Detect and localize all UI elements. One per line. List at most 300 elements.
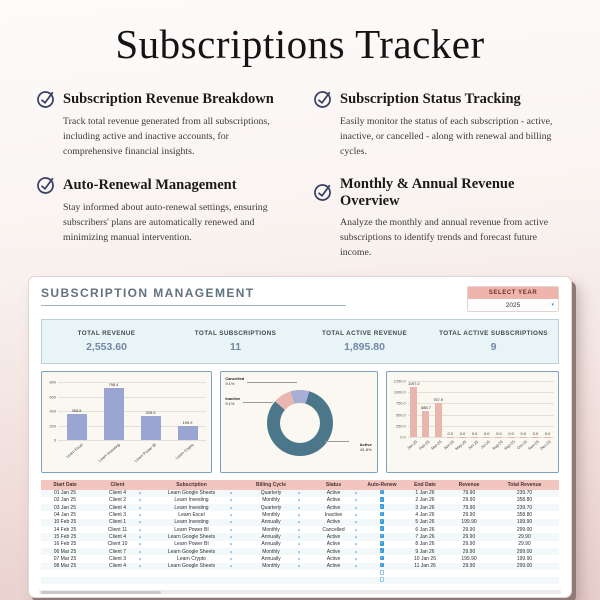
dropdown-caret-icon[interactable]: ▾ [138, 505, 141, 511]
table-row [41, 497, 559, 504]
cell-revenue: 79.90 [462, 504, 476, 511]
bar-value-label: 798.4 [108, 382, 119, 388]
cell-total-revenue: 358.80 [516, 497, 533, 504]
column-header-billing-cycle: Billing Cycle [255, 481, 286, 488]
bar-column [169, 382, 206, 461]
legend-cancelled [225, 376, 244, 386]
dropdown-caret-icon[interactable]: ▾ [297, 505, 300, 511]
bar-column [453, 381, 468, 452]
table-row [41, 577, 559, 584]
x-axis-label: Learn Power BI [133, 442, 158, 464]
feature-body: Track total revenue generated from all subscriptions, including active and inactive accounts, for comprehensive financial insights. [63, 116, 270, 158]
table-row [41, 555, 559, 562]
x-axis-label: Aug-25 [490, 439, 504, 451]
auto-renew-checkbox[interactable] [380, 497, 385, 502]
cell-start-date: 03 Jan 25 [54, 504, 76, 511]
auto-renew-checkbox[interactable] [380, 504, 385, 509]
bar[interactable] [141, 416, 161, 440]
bar-column [466, 381, 481, 451]
cell-start-date: 14 Feb 25 [53, 526, 77, 533]
cell-subscription[interactable]: Learn Google Sheets ▾ [167, 490, 232, 497]
auto-renew-checkbox[interactable] [380, 490, 385, 495]
auto-renew-checkbox[interactable] [380, 570, 385, 575]
cell-billing-cycle[interactable]: Annually ▾ [261, 541, 300, 548]
bar[interactable] [410, 387, 417, 437]
cell-billing-cycle[interactable]: Monthly ▾ [262, 497, 300, 504]
plot-area [58, 382, 206, 464]
dropdown-caret-icon[interactable]: ▾ [297, 519, 300, 525]
bar[interactable] [508, 437, 515, 438]
bar-value-label: 199.9 [182, 419, 193, 425]
cell-subscription[interactable]: Learn Google Sheets ▾ [167, 548, 232, 555]
cell-client[interactable]: Client 2 ▾ [109, 497, 141, 504]
cell-subscription[interactable]: Learn Google Sheets ▾ [167, 563, 232, 570]
year-dropdown[interactable] [468, 299, 558, 311]
feature-list [0, 68, 600, 260]
kpi-label: TOTAL SUBSCRIPTIONS [194, 330, 277, 338]
cell-revenue: 79.90 [462, 490, 476, 497]
cell-status[interactable]: Active ▾ [326, 541, 357, 548]
bar[interactable] [178, 426, 198, 440]
y-axis-tick: 200 [49, 423, 56, 429]
cell-total-revenue: 299.00 [516, 548, 533, 555]
y-axis-tick: 400 [49, 408, 56, 414]
y-axis-tick: 800 [49, 379, 56, 385]
bar-column [417, 381, 432, 451]
cell-end-date: 6 Jan 26 [415, 526, 435, 533]
cell-status[interactable]: Active ▾ [326, 497, 357, 504]
table-row [41, 563, 559, 570]
x-axis-label: Jan-25 [405, 439, 419, 451]
cell-client[interactable]: Client 10 ▾ [107, 541, 141, 548]
cell-end-date: 2 Jan 26 [415, 497, 435, 504]
cell-billing-cycle[interactable]: Annually ▾ [261, 519, 300, 526]
cell-revenue: 29.90 [462, 512, 476, 519]
cell-auto-renew [362, 519, 402, 526]
feature-status-tracking [313, 90, 564, 160]
column-header-auto-renew: Auto-Renew [367, 481, 397, 488]
dropdown-caret-icon[interactable]: ▾ [297, 497, 300, 503]
cell-end-date: 4 Jan 26 [415, 512, 435, 519]
cell-billing-cycle[interactable]: Monthly ▾ [262, 526, 300, 533]
feature-revenue-breakdown [36, 90, 287, 160]
feature-heading: Auto-Renewal Management [63, 176, 237, 193]
bar[interactable] [104, 388, 124, 440]
cell-revenue: 29.90 [462, 541, 476, 548]
dropdown-caret-icon[interactable]: ▾ [229, 541, 232, 547]
auto-renew-checkbox[interactable] [380, 563, 385, 568]
dropdown-caret-icon[interactable]: ▾ [297, 490, 300, 496]
cell-revenue: 29.90 [462, 497, 476, 504]
dropdown-caret-icon[interactable]: ▾ [138, 512, 141, 518]
bar-column [405, 381, 420, 451]
bar[interactable] [422, 411, 429, 437]
dropdown-caret-icon[interactable]: ▾ [138, 490, 141, 496]
cell-auto-renew [362, 526, 402, 533]
bar-value-label: 1197.0 [407, 381, 420, 387]
bar[interactable] [544, 437, 551, 438]
cell-auto-renew [362, 490, 402, 497]
dropdown-caret-icon[interactable]: ▾ [229, 497, 232, 503]
legend-value: 81.8% [360, 446, 372, 452]
dropdown-caret-icon[interactable]: ▾ [138, 563, 141, 569]
y-axis-tick: 750.0 [395, 400, 406, 406]
table-row [41, 526, 559, 533]
dropdown-caret-icon[interactable]: ▾ [354, 519, 357, 525]
dropdown-caret-icon[interactable]: ▾ [138, 527, 141, 533]
dropdown-caret-icon[interactable]: ▾ [297, 512, 300, 518]
cell-total-revenue: 299.00 [516, 526, 533, 533]
cell-status[interactable]: Active ▾ [326, 533, 357, 540]
cell-subscription[interactable]: Learn Google Sheets ▾ [167, 533, 232, 540]
cell-client[interactable]: Client 4 ▾ [109, 533, 141, 540]
bar-value-label: 0.0 [447, 430, 453, 436]
x-axis-label: Apr-25 [442, 439, 455, 451]
cell-total-revenue: 299.00 [516, 563, 533, 570]
cell-subscription[interactable]: Learn Investing ▾ [174, 504, 232, 511]
bar-column [515, 381, 529, 451]
cell-billing-cycle[interactable]: Quarterly ▾ [260, 504, 300, 511]
table-row [41, 541, 559, 548]
bar-value-label: 0.0 [532, 430, 539, 436]
legend-active [360, 442, 372, 452]
dropdown-caret-icon[interactable]: ▾ [297, 563, 300, 569]
auto-renew-checkbox[interactable] [380, 556, 385, 561]
kpi-label: TOTAL REVENUE [77, 330, 136, 338]
cell-start-date: 10 Feb 25 [53, 519, 77, 526]
cell-status[interactable]: Active ▾ [326, 555, 357, 562]
dropdown-caret-icon[interactable]: ▾ [354, 505, 357, 511]
subscriptions-table [41, 480, 559, 584]
bar-value-label: 588.7 [421, 404, 431, 410]
status-donut-chart [220, 371, 377, 473]
cell-revenue: 29.90 [462, 533, 476, 540]
dropdown-caret-icon[interactable]: ▾ [138, 497, 141, 503]
column-header-start-date: Start Date [53, 481, 77, 488]
bar-value-label: 0.0 [484, 430, 490, 436]
cell-total-revenue: 29.90 [518, 541, 531, 548]
dropdown-caret-icon[interactable]: ▾ [229, 527, 232, 533]
dropdown-caret-icon[interactable]: ▾ [297, 549, 300, 555]
bar[interactable] [483, 437, 490, 438]
leader-line [247, 382, 297, 383]
dropdown-caret-icon[interactable]: ▾ [297, 541, 300, 547]
cell-billing-cycle[interactable]: Monthly ▾ [262, 563, 300, 570]
chevron-down-icon: ▾ [551, 301, 554, 308]
feature-revenue-overview [313, 176, 564, 261]
y-axis-tick: 1250.0 [393, 378, 406, 384]
x-axis-label: Nov-25 [527, 439, 540, 451]
cell-subscription[interactable]: Learn Excel ▾ [178, 512, 232, 519]
dropdown-caret-icon[interactable]: ▾ [297, 527, 300, 533]
dropdown-caret-icon[interactable]: ▾ [354, 534, 357, 540]
cell-end-date: 10 Jan 26 [414, 555, 436, 562]
dropdown-caret-icon[interactable]: ▾ [354, 512, 357, 518]
check-circle-icon [312, 182, 333, 203]
cell-client[interactable]: Client 7 ▾ [109, 548, 141, 555]
dashboard-title: SUBSCRIPTION MANAGEMENT [41, 286, 346, 306]
dropdown-caret-icon[interactable]: ▾ [229, 505, 232, 511]
cell-total-revenue: 239.70 [516, 490, 533, 497]
cell-auto-renew [362, 563, 402, 570]
kpi-label: TOTAL ACTIVE REVENUE [321, 330, 408, 338]
dropdown-caret-icon[interactable]: ▾ [138, 549, 141, 555]
cell-client[interactable]: Client 3 ▾ [109, 512, 141, 519]
cell-subscription[interactable]: Learn Investing ▾ [174, 519, 232, 526]
bar-column [429, 381, 444, 451]
cell-status[interactable]: Cancelled ▾ [322, 526, 357, 533]
bar[interactable] [435, 403, 442, 437]
auto-renew-checkbox[interactable] [380, 519, 385, 524]
cell-client[interactable]: Client 11 ▾ [107, 526, 141, 533]
dropdown-caret-icon[interactable]: ▾ [354, 549, 357, 555]
cell-start-date: 06 Mar 25 [53, 548, 77, 555]
scrollbar-thumb[interactable] [41, 591, 161, 594]
kpi-value: 9 [490, 341, 497, 354]
cell-auto-renew [362, 497, 402, 504]
legend-inactive [225, 396, 240, 406]
feature-body: Stay informed about auto-renewal settings, ensuring subscribers' plans are automatically renewed and minimizing manual intervention. [63, 201, 268, 243]
bar[interactable] [471, 437, 478, 438]
cell-client[interactable]: Client 1 ▾ [109, 519, 141, 526]
cell-status[interactable]: Active ▾ [326, 548, 357, 555]
cell-revenue: 29.90 [462, 548, 476, 555]
leader-line [243, 402, 273, 403]
kpi-value: 2,553.60 [86, 341, 127, 354]
cell-start-date: 01 Jan 25 [54, 490, 76, 497]
kpi-total-subscriptions [171, 320, 300, 363]
x-axis-label: Sep-25 [502, 439, 516, 451]
x-axis-label: Learn Crypto [173, 442, 195, 461]
cell-client[interactable]: Client 3 ▾ [109, 555, 141, 562]
column-header-subscription: Subscription [176, 481, 207, 488]
cell-end-date: 1 Jan 26 [415, 490, 435, 497]
dashboard-card [28, 276, 572, 598]
bar-column [132, 382, 169, 464]
dropdown-caret-icon[interactable]: ▾ [229, 534, 232, 540]
bar-value-label: 0.0 [520, 430, 526, 436]
bar[interactable] [447, 437, 454, 438]
cell-billing-cycle[interactable]: Quarterly ▾ [260, 490, 300, 497]
dropdown-caret-icon[interactable]: ▾ [354, 556, 357, 562]
auto-renew-checkbox[interactable] [380, 577, 385, 582]
table-row [41, 504, 559, 511]
check-circle-icon [35, 175, 56, 196]
kpi-total-revenue [42, 320, 171, 363]
bar-column [502, 381, 517, 451]
cell-billing-cycle[interactable]: Monthly ▾ [262, 512, 300, 519]
column-header-total-revenue: Total Revenue [507, 481, 542, 488]
dropdown-caret-icon[interactable]: ▾ [229, 563, 232, 569]
y-axis-tick: 600 [49, 394, 56, 400]
legend-value: 9.1% [225, 401, 235, 407]
legend-value: 9.1% [225, 381, 235, 387]
cell-start-date: 04 Jan 25 [54, 512, 76, 519]
dropdown-caret-icon[interactable]: ▾ [354, 527, 357, 533]
cell-total-revenue: 199.90 [516, 555, 533, 562]
cell-total-revenue: 239.70 [516, 504, 533, 511]
column-header-revenue: Revenue [458, 481, 480, 488]
table-row [41, 511, 559, 518]
dropdown-caret-icon[interactable]: ▾ [138, 541, 141, 547]
dropdown-caret-icon[interactable]: ▾ [229, 519, 232, 525]
cell-start-date: 08 Mar 25 [53, 563, 77, 570]
kpi-label: TOTAL ACTIVE SUBSCRIPTIONS [439, 330, 548, 338]
legend-label: Active [359, 441, 372, 447]
cell-end-date: 3 Jan 26 [415, 504, 435, 511]
table-header-row [41, 480, 559, 490]
cell-client[interactable]: Client 4 ▾ [109, 504, 141, 511]
cell-subscription[interactable]: Learn Crypto ▾ [177, 555, 232, 562]
cell-start-date: 07 Mar 25 [53, 555, 77, 562]
dropdown-caret-icon[interactable]: ▾ [229, 556, 232, 562]
dropdown-caret-icon[interactable]: ▾ [297, 556, 300, 562]
horizontal-scrollbar[interactable] [39, 590, 561, 594]
bar[interactable] [459, 437, 466, 438]
bar-column [95, 382, 132, 463]
cell-status[interactable]: Active ▾ [326, 490, 357, 497]
bar-value-label: 0.0 [471, 430, 478, 436]
bar-column [539, 381, 554, 451]
x-axis-label: Jul-25 [479, 439, 492, 450]
dropdown-caret-icon[interactable]: ▾ [138, 519, 141, 525]
auto-renew-checkbox[interactable] [380, 526, 385, 531]
kpi-value: 11 [229, 341, 242, 354]
bar[interactable] [520, 437, 527, 438]
bar-value-label: 0.0 [459, 430, 466, 436]
cell-subscription[interactable]: Learn Investing ▾ [174, 497, 232, 504]
dropdown-caret-icon[interactable]: ▾ [138, 534, 141, 540]
kpi-total-active-revenue [300, 320, 429, 363]
cell-billing-cycle[interactable]: Annually ▾ [261, 533, 300, 540]
cell-status[interactable]: Active ▾ [326, 504, 357, 511]
feature-heading: Monthly & Annual Revenue Overview [340, 175, 515, 209]
plot-area [405, 381, 554, 452]
auto-renew-checkbox[interactable] [380, 548, 385, 553]
table-row [41, 533, 559, 540]
cell-total-revenue: 358.80 [516, 512, 533, 519]
dropdown-caret-icon[interactable]: ▾ [229, 549, 232, 555]
feature-body: Analyze the monthly and annual revenue from active subscriptions to identify trends and forecast future income. [340, 216, 549, 258]
bar-column [58, 382, 95, 460]
cell-total-revenue: 29.90 [518, 533, 531, 540]
x-axis-label: May-25 [453, 439, 467, 452]
feature-heading: Subscription Status Tracking [340, 91, 521, 107]
column-header-client: Client [110, 481, 125, 488]
dropdown-caret-icon[interactable]: ▾ [297, 534, 300, 540]
kpi-value: 1,895.80 [344, 341, 385, 354]
y-axis-tick: 250.0 [395, 423, 406, 429]
y-axis-tick: 0 [53, 437, 56, 443]
x-axis-label: Learn Investing [96, 442, 121, 463]
bar[interactable] [67, 414, 87, 440]
auto-renew-checkbox[interactable] [380, 534, 385, 539]
cell-client[interactable]: Client 4 ▾ [109, 490, 141, 497]
dropdown-caret-icon[interactable]: ▾ [354, 541, 357, 547]
cell-end-date: 7 Jan 26 [415, 533, 435, 540]
cell-status[interactable]: Inactive ▾ [324, 512, 357, 519]
bar-column [527, 381, 541, 451]
cell-billing-cycle[interactable]: Monthly ▾ [262, 548, 300, 555]
cell-revenue: 199.90 [461, 555, 477, 562]
column-header-end-date: End Date [414, 481, 436, 488]
x-axis-label: Oct-25 [515, 439, 528, 451]
cell-status[interactable]: Active ▾ [326, 519, 357, 526]
dropdown-caret-icon[interactable]: ▾ [229, 490, 232, 496]
cell-auto-renew [362, 570, 402, 577]
cell-start-date: 02 Jan 25 [54, 497, 76, 504]
table-row [41, 519, 559, 526]
kpi-total-active-subscriptions [429, 320, 558, 363]
bar[interactable] [495, 437, 502, 438]
bar-value-label: 358.8 [71, 408, 82, 414]
dropdown-caret-icon[interactable]: ▾ [138, 556, 141, 562]
cell-status[interactable]: Active ▾ [326, 563, 357, 570]
legend-label: Inactive [225, 396, 241, 402]
legend-label: Cancelled [225, 376, 245, 382]
cell-billing-cycle[interactable]: Annually ▾ [261, 555, 300, 562]
bar-column [479, 381, 493, 450]
cell-client[interactable]: Client 4 ▾ [109, 563, 141, 570]
x-axis-label: Jun-25 [466, 439, 480, 451]
dropdown-caret-icon[interactable]: ▾ [229, 512, 232, 518]
bar[interactable] [532, 437, 539, 438]
feature-auto-renewal [36, 176, 287, 261]
x-axis-label: Learn Excel [64, 442, 84, 460]
table-row [41, 570, 559, 577]
table-row [41, 548, 559, 555]
cell-auto-renew [362, 504, 402, 511]
page-title: Subscriptions Tracker [115, 21, 485, 67]
charts-row [41, 371, 559, 473]
check-circle-icon [35, 89, 56, 110]
cell-auto-renew [362, 556, 402, 563]
cell-auto-renew [362, 577, 402, 584]
auto-renew-checkbox[interactable] [380, 541, 385, 546]
x-axis-label: Feb-25 [417, 439, 431, 451]
cell-revenue: 29.90 [462, 526, 476, 533]
cell-revenue: 199.90 [461, 519, 477, 526]
y-axis-tick: 1000.0 [393, 389, 406, 395]
select-year-button[interactable]: SELECT YEAR [468, 287, 558, 299]
dropdown-caret-icon[interactable]: ▾ [354, 497, 357, 503]
cell-subscription[interactable]: Learn Power BI ▾ [174, 541, 232, 548]
gridline [408, 437, 554, 438]
cell-start-date: 15 Feb 25 [53, 533, 77, 540]
cell-auto-renew [362, 548, 402, 555]
year-selector [467, 286, 559, 312]
feature-body: Easily monitor the status of each subscription - active, inactive, or cancelled - along with renewal and billing cycles. [340, 116, 553, 158]
y-axis-tick: 0.0 [400, 434, 406, 440]
kpi-strip [41, 319, 559, 364]
cell-auto-renew [362, 541, 402, 548]
bar-value-label: 0.0 [544, 430, 551, 436]
cell-total-revenue: 199.90 [516, 519, 533, 526]
cell-end-date: 5 Jan 26 [415, 519, 435, 526]
feature-heading: Subscription Revenue Breakdown [63, 91, 274, 107]
cell-end-date: 8 Jan 26 [415, 541, 435, 548]
cell-end-date: 11 Jan 26 [414, 563, 436, 570]
dropdown-caret-icon[interactable]: ▾ [354, 563, 357, 569]
cell-subscription[interactable]: Learn Power BI ▾ [174, 526, 232, 533]
table-row [41, 490, 559, 497]
auto-renew-checkbox[interactable] [380, 512, 385, 517]
dropdown-caret-icon[interactable]: ▾ [354, 490, 357, 496]
monthly-revenue-chart [386, 371, 559, 473]
check-circle-icon [312, 89, 333, 110]
cell-revenue: 29.90 [462, 563, 476, 570]
cell-start-date: 16 Feb 25 [53, 541, 77, 548]
